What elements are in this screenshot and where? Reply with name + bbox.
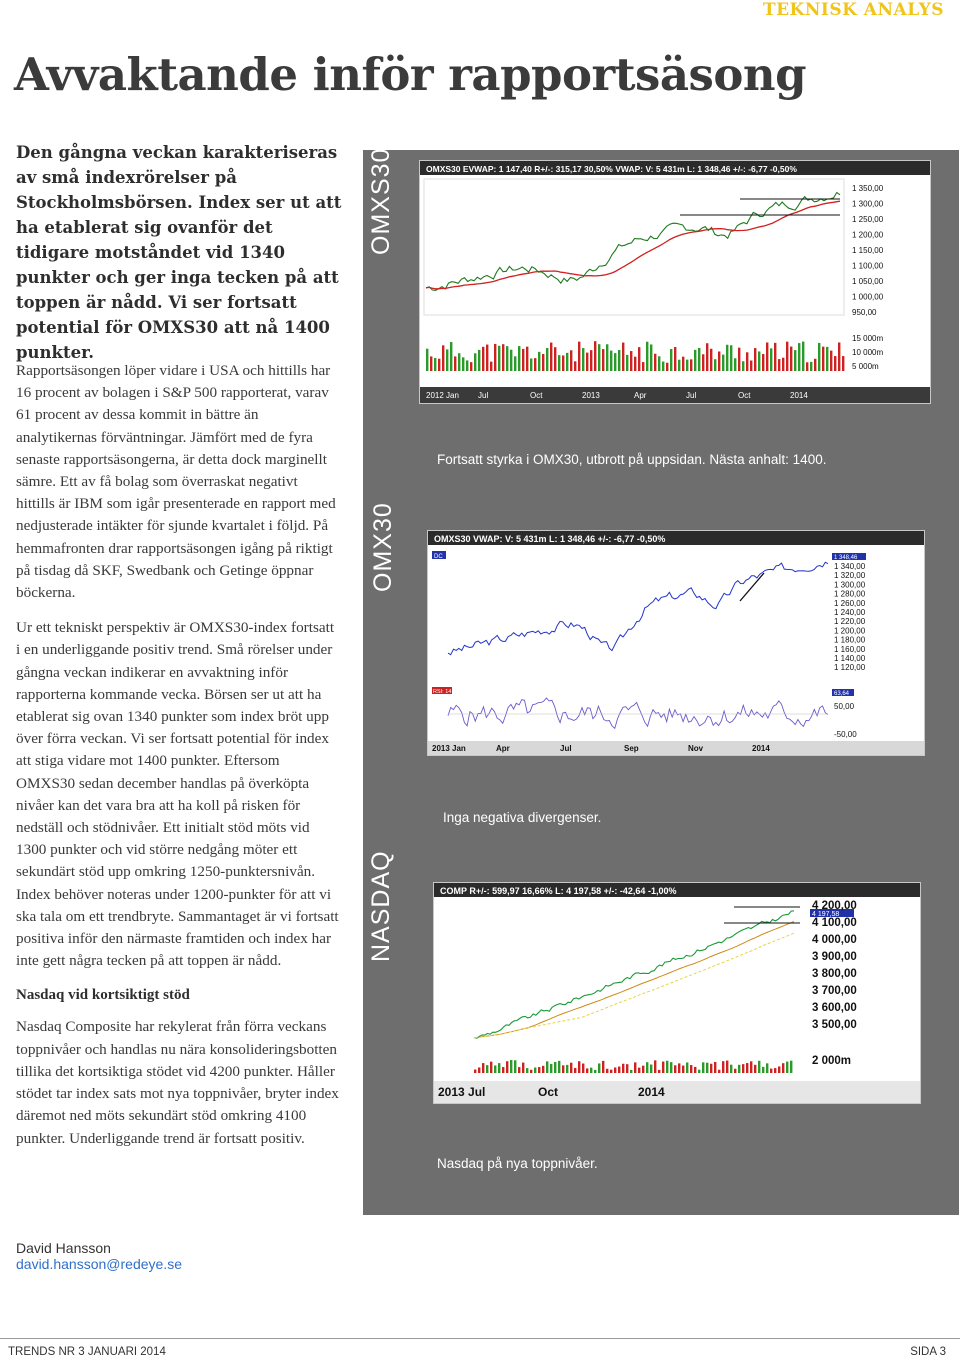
volume-bar bbox=[710, 1064, 712, 1073]
price-tick-label: 3 700,00 bbox=[812, 985, 857, 997]
volume-bar bbox=[610, 351, 612, 371]
volume-bar bbox=[674, 1065, 676, 1073]
price-tick-label: 1 280,00 bbox=[834, 589, 866, 599]
volume-bar bbox=[806, 362, 808, 371]
volume-bar bbox=[642, 1066, 644, 1073]
volume-bar bbox=[430, 356, 432, 371]
volume-bar bbox=[658, 1070, 660, 1073]
volume-bar bbox=[590, 350, 592, 371]
volume-bar bbox=[830, 351, 832, 371]
volume-bar bbox=[726, 345, 728, 371]
volume-bar bbox=[610, 1070, 612, 1073]
body-paragraph-1: Rapportsäsongen löper vidare i USA och hittills har 16 procent av bolagen i S&P 500 rapporterat, varav 61 procent av dessa kommit in bättre än analytikernas förväntningar. Jämfört med de fyra senaste rapportsäsongerna, är detta dock marginellt sämre. Ett av få bolag som överraskat negativt hittills är IBM som igår presenterade en rapport med nedjusterade intäkter för sjunde kvartalet i följd. På hemmafronten drar rapportsäsongen igång på riktigt på tisdag då SKF, Swedbank och Getinge öppnar böckerna. bbox=[16, 362, 336, 602]
price-tick-label: 4 000,00 bbox=[812, 934, 857, 946]
x-tick-label: 2013 bbox=[582, 391, 600, 400]
volume-tick-label: 10 000m bbox=[852, 348, 884, 357]
last-price-label: 4 197,58 bbox=[812, 911, 840, 918]
price-tick-label: 1 250,00 bbox=[852, 215, 884, 224]
volume-bar bbox=[450, 342, 452, 371]
volume-bar bbox=[454, 356, 456, 371]
volume-bar bbox=[630, 1070, 632, 1073]
price-tick-label: 1 300,00 bbox=[852, 199, 884, 209]
price-tick-label: 1 260,00 bbox=[834, 598, 866, 608]
nasdaq-subheading: Nasdaq vid kortsiktigt stöd bbox=[16, 987, 190, 1004]
volume-bar bbox=[466, 360, 468, 371]
volume-bar bbox=[666, 363, 668, 371]
volume-bar bbox=[590, 1068, 592, 1073]
volume-bar bbox=[494, 344, 496, 371]
x-tick-label: Nov bbox=[688, 744, 704, 753]
volume-bar bbox=[474, 353, 476, 371]
volume-bar bbox=[606, 1069, 608, 1073]
x-tick-label: Oct bbox=[530, 391, 543, 400]
page-title: Avvaktande inför rapportsäsong bbox=[14, 48, 807, 101]
x-tick-label: 2013 Jan bbox=[432, 744, 466, 753]
volume-bar bbox=[438, 359, 440, 371]
volume-bar bbox=[722, 355, 724, 371]
volume-bar bbox=[706, 1063, 708, 1073]
omx30-chart bbox=[427, 530, 925, 756]
x-tick-label: 2012 Jan bbox=[426, 391, 459, 400]
chart-badge-text: DC bbox=[434, 554, 443, 560]
panel-caption: Fortsatt styrka i OMX30, utbrott på uppsidan. Nästa anhalt: 1400. bbox=[437, 452, 827, 467]
volume-bar bbox=[602, 1061, 604, 1073]
volume-bar bbox=[814, 359, 816, 371]
volume-bar bbox=[766, 342, 768, 371]
x-tick-label: Oct bbox=[738, 391, 751, 400]
panel-omx30 bbox=[363, 500, 959, 840]
panel-label: NASDAQ bbox=[367, 850, 395, 962]
volume-bar bbox=[498, 346, 500, 371]
volume-bar bbox=[638, 347, 640, 371]
volume-bar bbox=[526, 1068, 528, 1073]
issue-label: TRENDS NR 3 JANUARI 2014 bbox=[8, 1346, 166, 1358]
volume-bar bbox=[654, 354, 656, 371]
volume-bar bbox=[618, 1067, 620, 1073]
volume-bar bbox=[514, 356, 516, 371]
volume-bar bbox=[490, 362, 492, 371]
volume-bar bbox=[626, 1064, 628, 1073]
rsi-value-label: 63,64 bbox=[834, 691, 850, 697]
volume-bar bbox=[598, 1063, 600, 1073]
volume-bar bbox=[698, 348, 700, 371]
volume-bar bbox=[530, 358, 532, 371]
nasdaq-chart bbox=[433, 882, 921, 1104]
volume-bar bbox=[702, 1062, 704, 1073]
volume-bar bbox=[730, 345, 732, 371]
rsi-tick-label: 50,00 bbox=[834, 702, 855, 711]
price-tick-label: 1 340,00 bbox=[834, 562, 866, 571]
panel-nasdaq bbox=[363, 850, 959, 1206]
volume-bar bbox=[698, 1070, 700, 1073]
price-series-line bbox=[474, 911, 794, 1039]
x-tick-label: 2014 bbox=[790, 391, 808, 400]
volume-bar bbox=[570, 350, 572, 371]
volume-bar bbox=[770, 1069, 772, 1073]
price-tick-label: 1 150,00 bbox=[852, 246, 884, 255]
price-series-line bbox=[448, 562, 828, 654]
volume-bar bbox=[702, 354, 704, 371]
lead-paragraph: Den gångna veckan karakteriseras av små indexrörelser på Stockholmsbörsen. Index ser ut att ha etablerat sig ovanför det tidigare motståndet vid 1340 punkter och ger inga tecken på att toppen är nådd. Vi ser fortsatt potential för OMXS30 att nå 1400 punkter. bbox=[16, 143, 342, 362]
volume-bar bbox=[710, 349, 712, 371]
trend-line bbox=[740, 573, 764, 601]
volume-bar bbox=[650, 1065, 652, 1073]
price-tick-label: 1 320,00 bbox=[834, 571, 866, 581]
volume-bar bbox=[458, 353, 460, 371]
price-tick-label: 3 800,00 bbox=[812, 968, 857, 980]
volume-bar bbox=[838, 342, 840, 371]
body-paragraph-2: Ur ett tekniskt perspektiv är OMXS30-index fortsatt i en underliggande positiv trend. Små rörelser under gångna veckan indikerar en avvaktning inför rapporterna kommande vecka. Börsen ser ut att ha etablerat sig ovan 1340 punkter som index bröt upp över förra veckan. Vi ser fortsatt potential för index att stiga vidare mot 1400 punkter. Eftersom OMXS30 sedan december handlas på överköpta nivåer kan det vara bra att ha koll på risken för nedställ och stödnivåer. Ett initialt stöd möts vid 1300 punkter och vid större nedgång möter ett sekundärt stöd upp omkring 1250-punktersnivån. Index behöver noteras under 1200-punkter för att vi ska tala om ett trendbryte. Sammantaget är vi fortsatt positiva inför den närmaste framtiden och index har inte gett några tecken på att toppen är nådd. bbox=[16, 619, 339, 970]
volume-bar bbox=[794, 350, 796, 371]
volume-bar bbox=[478, 1067, 480, 1073]
chart-header-text: COMP R+/-: 599,97 16,66% L: 4 197,58 +/-: -42,64 -1,00% bbox=[440, 886, 677, 896]
volume-bar bbox=[638, 1068, 640, 1073]
volume-bar bbox=[718, 1070, 720, 1073]
volume-bar bbox=[822, 347, 824, 371]
volume-bar bbox=[566, 1065, 568, 1073]
volume-bar bbox=[734, 358, 736, 371]
omxs30-chart-svg bbox=[420, 161, 930, 403]
body-paragraph-3: Nasdaq Composite har rekylerat från förra veckans toppnivåer och handlas nu nära konsolideringsbotten tillika det kortsiktiga stödet vid 4200 punkter. Håller stödet tar index sats mot nya toppnivåer, bryter index däremot ned möts sekundärt stöd omkring 4100 punkter. Underliggande trend är fortsatt positiv. bbox=[16, 1018, 339, 1147]
panel-caption: Inga negativa divergenser. bbox=[443, 810, 602, 825]
volume-bar bbox=[554, 347, 556, 371]
volume-bar bbox=[774, 1068, 776, 1073]
volume-bar bbox=[522, 349, 524, 371]
volume-bar bbox=[646, 342, 648, 371]
price-tick-label: 1 160,00 bbox=[834, 644, 866, 654]
panel-label: OMXS30 bbox=[367, 147, 395, 255]
volume-bar bbox=[562, 1065, 564, 1073]
volume-bar bbox=[682, 357, 684, 371]
section-label: TEKNISK ANALYS bbox=[762, 0, 944, 20]
panel-omxs30 bbox=[363, 147, 959, 490]
omx30-chart-svg bbox=[428, 531, 924, 755]
volume-bar bbox=[538, 1067, 540, 1073]
volume-bar bbox=[798, 343, 800, 371]
x-tick-label: Apr bbox=[634, 391, 647, 400]
volume-bar bbox=[842, 356, 844, 371]
chart-header-text: OMXS30 VWAP: V: 5 431m L: 1 348,46 +/-: -6,77 -0,50% bbox=[434, 534, 666, 544]
volume-bar bbox=[690, 359, 692, 371]
volume-bar bbox=[734, 1069, 736, 1073]
price-tick-label: 4 100,00 bbox=[812, 917, 857, 929]
volume-bar bbox=[618, 350, 620, 371]
volume-bar bbox=[546, 348, 548, 371]
footer-divider bbox=[0, 1338, 960, 1339]
volume-bar bbox=[738, 1065, 740, 1073]
volume-bar bbox=[762, 354, 764, 371]
author-email[interactable]: david.hansson@redeye.se bbox=[16, 1256, 182, 1272]
volume-bar bbox=[578, 342, 580, 371]
volume-bar bbox=[650, 344, 652, 371]
volume-bar bbox=[674, 347, 676, 371]
omxs30-chart bbox=[419, 160, 931, 404]
volume-bar bbox=[510, 1060, 512, 1073]
volume-bar bbox=[786, 1062, 788, 1073]
volume-bar bbox=[690, 1065, 692, 1073]
volume-bar bbox=[566, 353, 568, 371]
volume-bar bbox=[714, 359, 716, 371]
last-price-label: 1 348,46 bbox=[834, 555, 858, 561]
x-tick-label: Jul bbox=[478, 391, 489, 400]
volume-bar bbox=[622, 343, 624, 371]
volume-bar bbox=[790, 347, 792, 371]
x-tick-label: 2013 Jul bbox=[438, 1085, 486, 1099]
volume-bar bbox=[694, 350, 696, 371]
volume-bar bbox=[818, 343, 820, 371]
nasdaq-chart-svg bbox=[434, 883, 920, 1103]
volume-bar bbox=[634, 1062, 636, 1073]
volume-bar bbox=[802, 342, 804, 371]
volume-bar bbox=[530, 1070, 532, 1073]
page-number: SIDA 3 bbox=[910, 1346, 946, 1358]
volume-bar bbox=[522, 1063, 524, 1073]
volume-bar bbox=[774, 343, 776, 371]
volume-bar bbox=[486, 1065, 488, 1073]
volume-bar bbox=[626, 355, 628, 371]
volume-bar bbox=[482, 347, 484, 371]
volume-bar bbox=[778, 359, 780, 371]
x-tick-label: Apr bbox=[496, 744, 510, 753]
volume-bar bbox=[686, 360, 688, 371]
price-tick-label: 1 000,00 bbox=[852, 292, 884, 302]
volume-bar bbox=[750, 1061, 752, 1073]
volume-bar bbox=[614, 353, 616, 371]
volume-bar bbox=[746, 352, 748, 371]
volume-bar bbox=[782, 1063, 784, 1073]
volume-bar bbox=[686, 1062, 688, 1073]
volume-bar bbox=[714, 1062, 716, 1073]
volume-bar bbox=[758, 351, 760, 371]
volume-bar bbox=[434, 358, 436, 371]
volume-bar bbox=[742, 361, 744, 371]
volume-bar bbox=[670, 349, 672, 371]
volume-bar bbox=[658, 356, 660, 371]
volume-bar bbox=[754, 348, 756, 371]
price-tick-label: 1 140,00 bbox=[834, 654, 866, 663]
price-tick-label: 1 350,00 bbox=[852, 184, 884, 193]
price-tick-label: 3 500,00 bbox=[812, 1019, 857, 1031]
volume-bar bbox=[722, 1061, 724, 1073]
volume-bar bbox=[462, 357, 464, 371]
volume-bar bbox=[606, 344, 608, 371]
volume-bar bbox=[474, 1070, 476, 1073]
volume-bar bbox=[546, 1061, 548, 1073]
x-tick-label: Oct bbox=[538, 1085, 559, 1099]
volume-bar bbox=[662, 1062, 664, 1073]
volume-bar bbox=[486, 345, 488, 371]
volume-bar bbox=[574, 1068, 576, 1073]
volume-bar bbox=[502, 344, 504, 371]
volume-bar bbox=[510, 350, 512, 371]
volume-bar bbox=[558, 355, 560, 371]
x-axis-bar bbox=[434, 1081, 920, 1103]
volume-bar bbox=[518, 346, 520, 371]
body-column bbox=[16, 360, 340, 1150]
volume-tick-label: 15 000m bbox=[852, 334, 884, 343]
price-tick-label: 1 300,00 bbox=[834, 580, 866, 590]
volume-bar bbox=[514, 1060, 516, 1073]
price-tick-label: 1 220,00 bbox=[834, 617, 866, 627]
volume-bar bbox=[494, 1065, 496, 1073]
volume-bar bbox=[558, 1061, 560, 1073]
volume-bar bbox=[490, 1062, 492, 1073]
volume-bar bbox=[582, 348, 584, 371]
price-tick-label: 1 120,00 bbox=[834, 663, 866, 673]
volume-bar bbox=[642, 362, 644, 371]
volume-bar bbox=[738, 348, 740, 371]
volume-bar bbox=[682, 1066, 684, 1073]
volume-bar bbox=[598, 344, 600, 371]
x-axis-bar bbox=[420, 387, 930, 403]
volume-bar bbox=[570, 1063, 572, 1073]
volume-bar bbox=[550, 1064, 552, 1073]
rsi-tick-label: -50,00 bbox=[834, 730, 857, 739]
volume-bar bbox=[782, 358, 784, 371]
volume-bar bbox=[554, 1062, 556, 1073]
volume-bar bbox=[518, 1067, 520, 1073]
volume-bar bbox=[426, 349, 428, 371]
volume-bar bbox=[446, 349, 448, 371]
volume-bar bbox=[706, 343, 708, 371]
price-tick-label: 1 180,00 bbox=[834, 635, 866, 645]
volume-bar bbox=[542, 354, 544, 371]
volume-bar bbox=[766, 1063, 768, 1073]
price-tick-label: 1 200,00 bbox=[852, 230, 884, 240]
volume-bar bbox=[826, 347, 828, 371]
price-tick-label: 3 600,00 bbox=[812, 1002, 857, 1014]
volume-bar bbox=[670, 1062, 672, 1073]
volume-bar bbox=[778, 1066, 780, 1073]
price-tick-label: 1 200,00 bbox=[834, 626, 866, 636]
volume-bar bbox=[694, 1067, 696, 1073]
volume-bar bbox=[542, 1066, 544, 1073]
volume-bar bbox=[634, 357, 636, 371]
panel-label: OMX30 bbox=[369, 502, 397, 592]
volume-bar bbox=[538, 352, 540, 371]
volume-bar bbox=[770, 348, 772, 371]
volume-bar bbox=[746, 1063, 748, 1073]
volume-bar bbox=[730, 1065, 732, 1073]
volume-bar bbox=[834, 356, 836, 371]
price-tick-label: 1 100,00 bbox=[852, 261, 884, 271]
volume-bar bbox=[646, 1062, 648, 1073]
volume-bar bbox=[526, 347, 528, 371]
volume-bar bbox=[678, 1063, 680, 1073]
volume-bar bbox=[470, 362, 472, 371]
volume-bar bbox=[574, 361, 576, 371]
volume-bar bbox=[498, 1063, 500, 1073]
volume-bar bbox=[758, 1061, 760, 1073]
moving-average-line bbox=[474, 922, 794, 1038]
volume-bar bbox=[506, 1061, 508, 1073]
price-tick-label: 950,00 bbox=[852, 308, 877, 317]
volume-bar bbox=[550, 343, 552, 371]
volume-bar bbox=[742, 1064, 744, 1073]
volume-bar bbox=[622, 1064, 624, 1073]
volume-bar bbox=[662, 362, 664, 371]
volume-bar bbox=[586, 353, 588, 371]
x-tick-label: 2014 bbox=[752, 744, 770, 753]
volume-bar bbox=[586, 1068, 588, 1073]
volume-bar bbox=[762, 1067, 764, 1073]
volume-bar bbox=[790, 1061, 792, 1073]
volume-bar bbox=[786, 342, 788, 371]
volume-bar bbox=[594, 341, 596, 371]
volume-tick-label: 5 000m bbox=[852, 362, 879, 371]
price-tick-label: 1 240,00 bbox=[834, 608, 866, 617]
volume-bar bbox=[630, 351, 632, 371]
volume-bar bbox=[754, 1065, 756, 1073]
price-tick-label: 3 900,00 bbox=[812, 951, 857, 963]
author-name: David Hansson bbox=[16, 1240, 111, 1256]
long-average-line bbox=[474, 933, 794, 1038]
panel-caption: Nasdaq på nya toppnivåer. bbox=[437, 1156, 598, 1171]
chart-header-text: OMXS30 EVWAP: 1 147,40 R+/-: 315,17 30,50% VWAP: V: 5 431m L: 1 348,46 +/-: -6,77 -0,50% bbox=[426, 164, 797, 174]
rsi-line bbox=[448, 698, 828, 728]
volume-bar bbox=[534, 358, 536, 371]
rsi-badge-text: RSI: 14 bbox=[433, 689, 452, 695]
volume-bar bbox=[534, 1067, 536, 1073]
volume-tick-label: 2 000m bbox=[812, 1055, 852, 1067]
volume-bar bbox=[506, 346, 508, 371]
x-tick-label: 2014 bbox=[638, 1085, 665, 1099]
volume-bar bbox=[718, 351, 720, 371]
volume-bar bbox=[578, 1061, 580, 1073]
price-tick-label: 4 200,00 bbox=[812, 900, 857, 912]
price-tick-label: 1 050,00 bbox=[852, 277, 884, 286]
volume-bar bbox=[562, 355, 564, 371]
x-tick-label: Jul bbox=[560, 744, 572, 753]
volume-bar bbox=[750, 361, 752, 371]
volume-bar bbox=[726, 1061, 728, 1073]
volume-bar bbox=[482, 1063, 484, 1073]
volume-bar bbox=[602, 349, 604, 371]
volume-bar bbox=[594, 1070, 596, 1073]
x-tick-label: Jul bbox=[686, 391, 697, 400]
volume-bar bbox=[502, 1067, 504, 1073]
volume-bar bbox=[654, 1060, 656, 1073]
volume-bar bbox=[678, 360, 680, 371]
volume-bar bbox=[614, 1067, 616, 1073]
volume-bar bbox=[810, 362, 812, 371]
volume-bar bbox=[582, 1064, 584, 1073]
volume-bar bbox=[666, 1061, 668, 1073]
volume-bar bbox=[442, 345, 444, 371]
x-tick-label: Sep bbox=[624, 744, 639, 753]
volume-bar bbox=[478, 350, 480, 371]
